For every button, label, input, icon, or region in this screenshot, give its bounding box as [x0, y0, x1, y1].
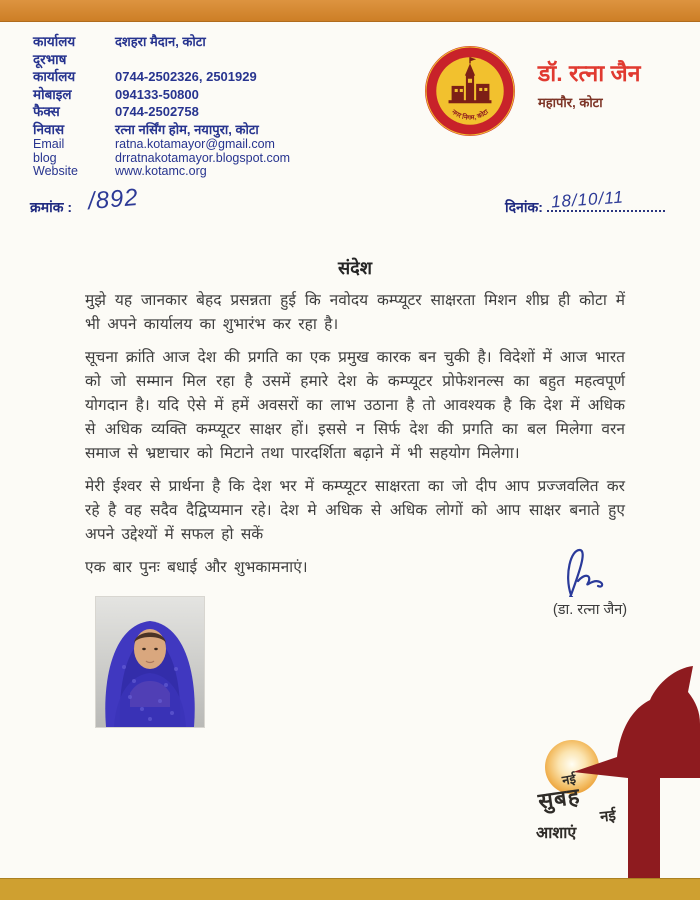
- contact-value: 0744-2502758: [115, 104, 199, 119]
- contact-label: फैक्स: [33, 104, 60, 119]
- paragraph-3: मेरी ईश्वर से प्रार्थना है कि देश भर में कम्प्यूटर साक्षरता का जो दीप आप प्रज्जवलित कर रहे है वह सदैव दैद्विप्यमान रहे। देश मे अधिक से अधिक लोगों को आप साक्षर बनाते हुए अपने उद्देश्यों में सफल हो सकें: [85, 478, 625, 543]
- letter-heading: संदेश: [338, 258, 372, 278]
- paragraph-1: मुझे यह जानकार बेहद प्रसन्नता हुई कि नवोदय कम्प्यूटर साक्षरता मिशन शीघ्र ही कोटा में भी अपने कार्यालय का शुभारंभ कर रहा है।: [85, 292, 625, 333]
- contact-row-fax: [33, 103, 363, 121]
- contact-value: दशहरा मैदान, कोटा: [115, 34, 206, 49]
- contact-row-blog: [33, 152, 363, 166]
- contact-row-office-address: [33, 33, 363, 51]
- bottom-border-band: [0, 878, 700, 900]
- date-label: दिनांक:: [505, 199, 543, 215]
- signoff-name: (डा. रत्ना जैन): [552, 602, 628, 618]
- dome-pillar-shape: [573, 666, 700, 878]
- letter-body: [85, 256, 625, 589]
- portrait-photo: [95, 596, 205, 728]
- paragraph-4: एक बार पुनः बधाई और शुभकामनाएं।: [85, 559, 308, 576]
- email-address: ratna.kotamayor@gmail.com: [115, 137, 275, 151]
- paragraph-2: सूचना क्रांति आज देश की प्रगति का एक प्रमुख कारक बन चुकी है। विदेशों में आज भारत को जो सम्मान मिल रहा है उसमें हमारे देश के कम्प्यूटर प्रोफेशनल्स का बहुत महत्वपूर्ण योगदान है। यदि ऐसे में हमें अवसरों का लाभ उठाना है तो आवश्यक है कि देश में अधिक से अधिक व्यक्ति कम्प्यूटर साक्षर हों। इससे न सिर्फ देश की प्रगति का बल मिलेगा वरन समाज से भ्रष्टाचार को मिटाने तथा पारदर्शिता बढ़ाने में भी सहयोग मिलेगा।: [85, 349, 625, 462]
- top-border-band: [0, 0, 700, 22]
- contact-value: रत्ना नर्सिंग होम, नयापुरा, कोटा: [115, 121, 259, 137]
- art-word-aashayen: आशाएं: [536, 825, 577, 842]
- footer-art: [520, 660, 700, 900]
- contact-label: Email: [33, 137, 65, 151]
- municipal-seal-icon: [424, 45, 516, 137]
- art-word-nai-1: नई: [560, 770, 577, 789]
- contact-label: मोबाइल: [33, 86, 72, 102]
- contact-label: दूरभाष: [33, 51, 67, 67]
- contact-label: निवास: [33, 121, 65, 137]
- serial-number-handwritten: /892: [86, 183, 140, 216]
- contact-row-website: [33, 165, 363, 179]
- art-word-nai-2: नई: [599, 807, 617, 826]
- contact-row-mobile: [33, 86, 363, 104]
- date-dotted-line: [547, 187, 665, 212]
- blog-address: drratnakotamayor.blogspot.com: [115, 150, 291, 165]
- signature-icon: [555, 545, 625, 597]
- contact-label: Website: [33, 164, 78, 178]
- website-address: www.kotamc.org: [115, 164, 207, 178]
- contact-row-email: [33, 138, 363, 152]
- seal-text: नगर निगम, कोटा: [450, 108, 490, 122]
- mayor-name-block: [538, 56, 640, 111]
- mayor-designation: महापौर, कोटा: [538, 95, 603, 110]
- date-handwritten: 18/10/11: [550, 187, 625, 212]
- art-word-subah: सुबह: [536, 783, 582, 814]
- mayor-name: डॉ. रत्ना जैन: [538, 60, 641, 86]
- contact-row-residence: [33, 121, 363, 139]
- contact-row-telephone-header: [33, 51, 363, 69]
- contact-info-block: [33, 33, 363, 179]
- contact-row-office-phone: [33, 68, 363, 86]
- contact-value: 094133-50800: [115, 86, 199, 102]
- contact-label: कार्यालय: [33, 69, 76, 84]
- contact-value: 0744-2502326, 2501929: [115, 69, 257, 84]
- reference-line: [0, 183, 700, 230]
- date-group: [505, 187, 665, 217]
- contact-label: कार्यालय: [33, 34, 76, 49]
- signature-block: [530, 545, 650, 619]
- serial-number-label: क्रमांक :: [30, 199, 73, 215]
- contact-label: blog: [33, 150, 57, 165]
